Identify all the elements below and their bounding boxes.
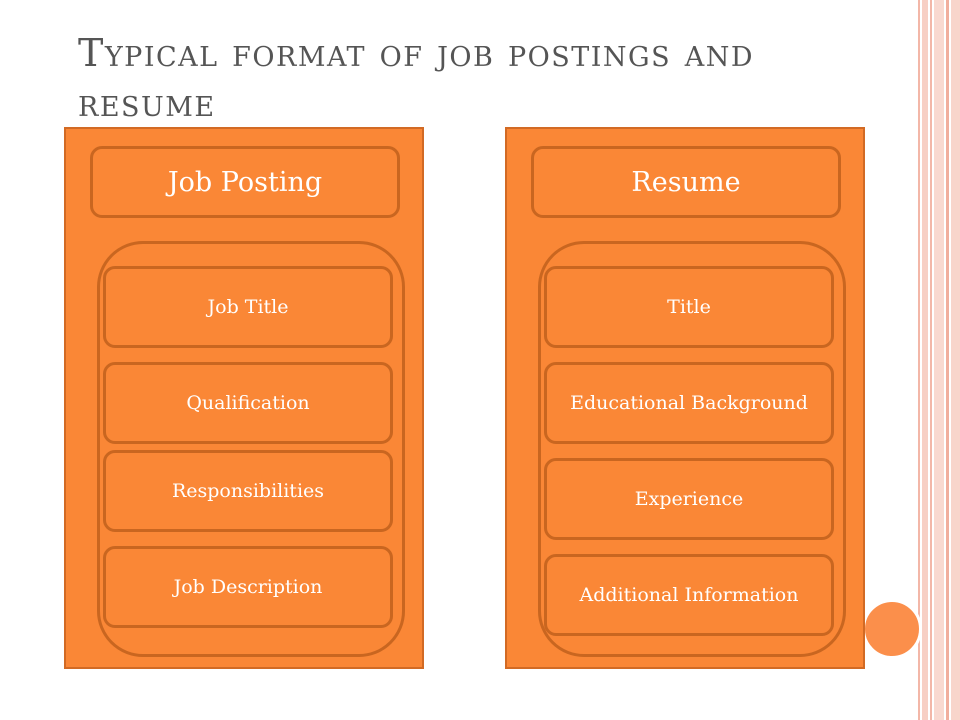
job-posting-header: Job Posting	[90, 146, 400, 218]
job-posting-panel	[64, 127, 424, 669]
decor-circle	[862, 599, 922, 659]
decor-stripe	[918, 0, 920, 720]
resume-panel	[505, 127, 865, 669]
job-posting-item-job-title: Job Title	[103, 266, 393, 348]
resume-header: Resume	[531, 146, 841, 218]
decor-stripe	[930, 0, 932, 720]
resume-item-additional-information: Additional Information	[544, 554, 834, 636]
job-posting-item-responsibilities: Responsibilities	[103, 450, 393, 532]
job-posting-item-qualification: Qualification	[103, 362, 393, 444]
resume-item-title: Title	[544, 266, 834, 348]
decor-stripe	[934, 0, 944, 720]
slide-title: Typical format of job postings and resume	[78, 31, 754, 125]
job-posting-item-job-description: Job Description	[103, 546, 393, 628]
decor-stripe	[951, 0, 960, 720]
decor-stripe	[946, 0, 949, 720]
resume-item-experience: Experience	[544, 458, 834, 540]
decor-stripe	[922, 0, 928, 720]
resume-item-educational-background: Educational Background	[544, 362, 834, 444]
